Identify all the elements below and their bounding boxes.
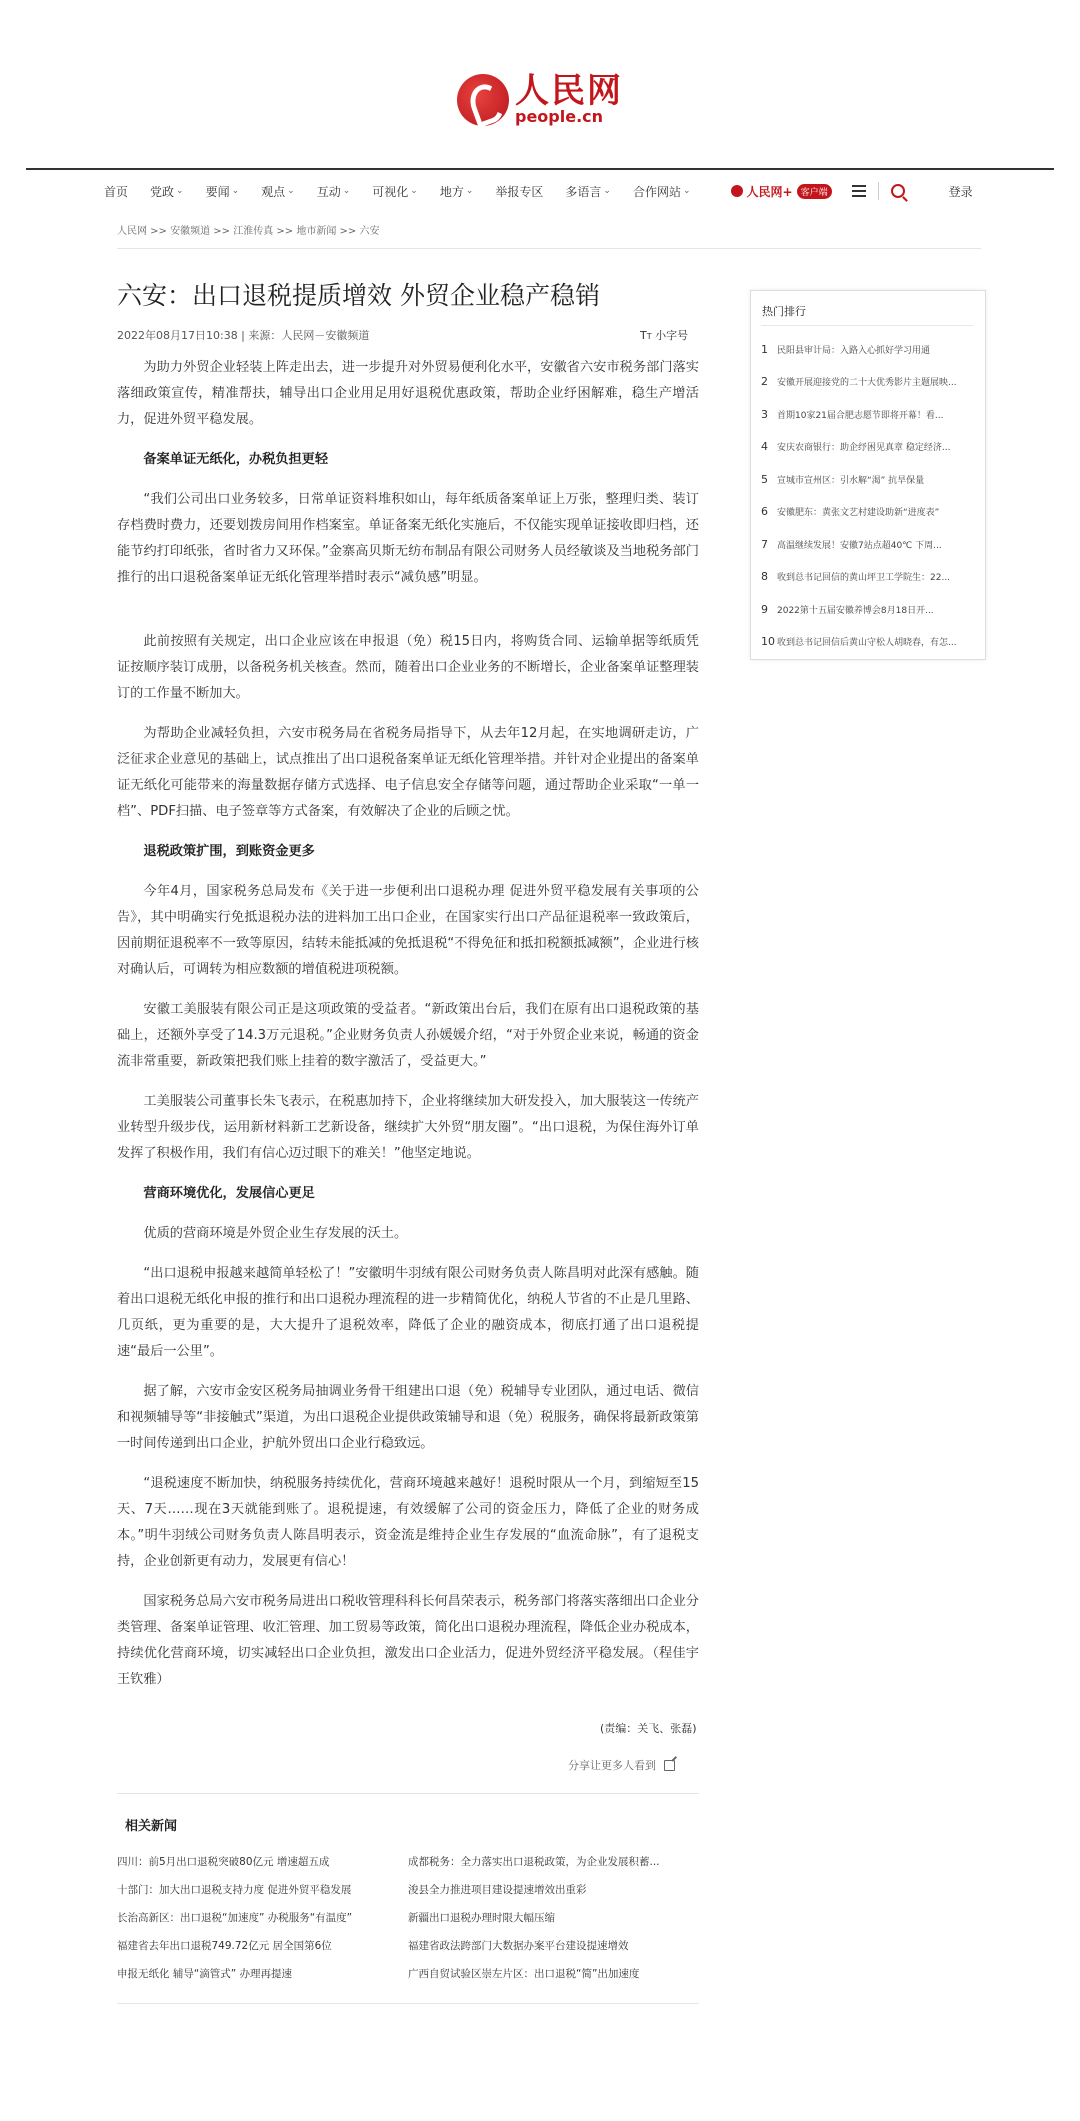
font-size-label: 小字号 (655, 329, 689, 342)
breadcrumb-divider (117, 248, 981, 249)
hot-ranking-link: 高温继续发展！安徽7站点超40℃ 下周... (777, 540, 942, 551)
nav-item-label: 合作网站 (632, 184, 681, 199)
nav-item[interactable] (104, 183, 128, 200)
hot-ranking-list (761, 333, 975, 658)
nav-item[interactable] (372, 183, 418, 200)
hot-ranking-link: 宣城市宣州区：引水解“渴” 抗旱保量 (777, 475, 925, 486)
people-plus-label: 人民网+ (746, 184, 793, 199)
nav-item[interactable] (317, 183, 351, 200)
hot-ranking-item[interactable] (761, 626, 975, 659)
article-paragraph: “我们公司出口业务较多，日常单证资料堆积如山，每年纸质备案单证上万张，整理归类、装订存档费时费力，还要划拨房间用作档案室。单证备案无纸化实施后，不仅能实现单证接收即归档，还能节约打印纸张，省时省力又环保。”金寨高贝斯无纺布制品有限公司财务人员经敏谈及当地税务部门推行的出口退税备案单证无纸化管理举措时表示“减负感”明显。 (117, 492, 699, 585)
hot-ranking-link: 安徽开展迎接党的二十大优秀影片主题展映... (777, 378, 957, 389)
hot-ranking-item[interactable] (761, 593, 975, 626)
nav-item[interactable] (565, 183, 611, 200)
hot-ranking-number: 1 (761, 342, 768, 356)
menu-icon[interactable] (852, 185, 866, 197)
chevron-down-icon: ⌄ (231, 186, 240, 196)
chevron-down-icon: ⌄ (603, 186, 611, 196)
nav-item-label: 多语言 (565, 184, 602, 199)
article-paragraph: “退税速度不断加快，纳税服务持续优化，营商环境越来越好！退税时限从一个月，到缩短至15天、7天……现在3天就能到账了。退税提速，有效缓解了公司的资金压力，降低了企业的财务成本。”明牛羽绒公司财务负责人陈昌明表示，资金流是维持企业生存发展的“血流命脉”，有了退税支持，企业创新更有动力，发展更有信心！ (117, 1476, 699, 1569)
hot-ranking-item[interactable] (761, 528, 975, 561)
related-news-title: 相关新闻 (125, 1819, 178, 1834)
hot-ranking-number: 9 (761, 602, 768, 616)
section-heading: 备案单证无纸化，办税负担更轻 (143, 452, 329, 467)
article-paragraph: 据了解，六安市金安区税务局抽调业务骨干组建出口退（免）税辅导专业团队，通过电话、微信和视频辅导等“非接触式”渠道，为出口退税企业提供政策辅导和退（免）税服务，确保将最新政策第一时间传递到出口企业，护航外贸出口企业行稳致远。 (117, 1384, 699, 1451)
hot-ranking-number: 5 (761, 472, 768, 486)
related-news-link[interactable]: 浚县全力推进项目建设提速增效出重彩 (408, 1883, 587, 1896)
article-paragraph: 为帮助企业减轻负担，六安市税务局在省税务局指导下，从去年12月起，在实地调研走访，广泛征求企业意见的基础上，试点推出了出口退税备案单证无纸化管理举措。并针对企业提出的备案单证无纸化可能带来的海量数据存储方式选择、电子信息安全存储等问题，通过帮助企业采取“一单一档”、PDF扫描、电子签章等方式备案，有效解决了企业的后顾之忧。 (117, 726, 699, 819)
nav-item-label: 首页 (104, 184, 129, 199)
nav-item[interactable] (150, 183, 184, 200)
app-badge: 客户端 (797, 184, 832, 199)
hot-ranking-number: 6 (761, 505, 768, 519)
section-heading: 退税政策扩围，到账资金更多 (143, 844, 315, 859)
hot-ranking-panel (750, 290, 986, 660)
font-size-toggle[interactable]: TT 小字号 (640, 329, 689, 342)
article-paragraph: 国家税务总局六安市税务局进出口税收管理科科长何昌荣表示，税务部门将落实落细出口企业分类管理、备案单证管理、收汇管理、加工贸易等政策，简化出口退税办理流程，降低企业办税成本，持续优化营商环境，切实减轻出口企业负担，激发出口企业活力，促进外贸经济平稳发展。（程佳宇 王钦雅） (117, 1594, 699, 1687)
article-paragraph: 此前按照有关规定，出口企业应该在申报退（免）税15日内，将购货合同、运输单据等纸质凭证按顺序装订成册，以备税务机关核查。然而，随着出口企业业务的不断增长，企业备案单证整理装订的工作量不断加大。 (117, 634, 699, 701)
chevron-down-icon: ⌄ (682, 186, 691, 196)
share-label: 分享让更多人看到 (568, 1759, 656, 1772)
hot-ranking-item[interactable] (761, 431, 975, 464)
related-news-link[interactable]: 福建省政法跨部门大数据办案平台建设提速增效 (408, 1939, 629, 1952)
hot-ranking-number: 4 (761, 440, 768, 454)
logo-en-text: people.cn (515, 107, 604, 126)
nav-item-label: 可视化 (372, 184, 409, 199)
article-paragraph: 安徽工美服装有限公司正是这项政策的受益者。“新政策出台后，我们在原有出口退税政策的基础上，还额外享受了14.3万元退税。”企业财务负责人孙媛媛介绍，“对于外贸企业来说，畅通的资金流非常重要，新政策把我们账上挂着的数字激活了，受益更大。” (117, 1002, 699, 1069)
nav-separator (878, 182, 879, 200)
nav-item-label: 举报专区 (495, 184, 544, 199)
nav-item[interactable] (633, 183, 691, 200)
hot-ranking-item[interactable] (761, 496, 975, 529)
article-paragraph: 为助力外贸企业轻装上阵走出去，进一步提升对外贸易便利化水平，安徽省六安市税务部门落实落细政策宣传，精准帮扶，辅导出口企业用足用好退税优惠政策，帮助企业纾困解难，稳生产增活力，促进外贸平稳发展。 (117, 360, 699, 427)
hot-ranking-item[interactable] (761, 463, 975, 496)
hot-ranking-number: 2 (761, 375, 768, 389)
related-news-list (117, 1847, 699, 1987)
hot-ranking-link: 安庆农商银行：助企纾困见真章 稳定经济... (777, 443, 951, 454)
article-paragraph: 今年4月，国家税务总局发布《关于进一步便利出口退税办理 促进外贸平稳发展有关事项的公告》，其中明确实行免抵退税办法的进料加工出口企业，在国家实行出口产品征退税率一致政策后，因前期征退税率不一致等原因，结转未能抵减的免抵退税“不得免征和抵扣税额抵减额”，企业进行核对确认后，可调转为相应数额的增值税进项税额。 (117, 884, 699, 977)
article-divider (117, 1793, 699, 1794)
nav-item-label: 党政 (150, 184, 175, 199)
hot-ranking-item[interactable] (761, 366, 975, 399)
share-button[interactable] (568, 1757, 675, 1773)
main-nav (104, 178, 984, 204)
related-news-link[interactable]: 长治高新区：出口退税“加速度” 办税服务“有温度” (117, 1911, 353, 1924)
related-news-link[interactable]: 十部门：加大出口退税支持力度 促进外贸平稳发展 (117, 1883, 352, 1896)
article-title: 六安：出口退税提质增效 外贸企业稳产稳销 (117, 281, 600, 310)
hot-ranking-item[interactable] (761, 398, 975, 431)
hot-ranking-number: 8 (761, 570, 768, 584)
article-editor: (责编：关飞、张磊) (600, 1722, 697, 1735)
hot-ranking-title: 热门排行 (762, 305, 806, 318)
chevron-down-icon: ⌄ (465, 186, 474, 196)
article-paragraph: 工美服装公司董事长朱飞表示，在税惠加持下，企业将继续加大研发投入，加大服装这一传统产业转型升级步伐，运用新材料新工艺新设备，继续扩大外贸“朋友圈”。“出口退税，为保住海外订单发挥了积极作用，我们有信心迈过眼下的难关！”他坚定地说。 (117, 1094, 699, 1161)
related-news-link[interactable]: 四川：前5月出口退税突破80亿元 增速超五成 (117, 1855, 330, 1868)
article-paragraph: “出口退税申报越来越简单轻松了！”安徽明牛羽绒有限公司财务负责人陈昌明对此深有感触。随着出口退税无纸化申报的推行和出口退税办理流程的进一步精简优化，纳税人节省的不止是几里路、几页纸，更为重要的是，大大提升了退税效率，降低了企业的融资成本，彻底打通了出口退税提速“最后一公里”。 (117, 1266, 699, 1359)
section-heading: 营商环境优化，发展信心更足 (143, 1186, 315, 1201)
hot-ranking-number: 3 (761, 407, 768, 421)
nav-item-label: 互动 (316, 184, 341, 199)
chevron-down-icon: ⌄ (342, 186, 351, 196)
font-size-icon: T (640, 329, 647, 342)
related-news-link[interactable]: 新疆出口退税办理时限大幅压缩 (408, 1911, 555, 1924)
related-news-link[interactable]: 福建省去年出口退税749.72亿元 居全国第6位 (117, 1939, 332, 1952)
search-icon[interactable] (891, 184, 905, 198)
nav-item-label: 观点 (261, 184, 286, 199)
nav-item-label: 要闻 (205, 184, 230, 199)
hot-ranking-link: 收到总书记回信后黄山守松人胡晓春，有怎... (777, 638, 957, 649)
hot-ranking-link: 首期10家21届合肥志愿节即将开幕！看... (777, 410, 944, 421)
article-meta: 2022年08月17日10:38 | 来源：人民网－安徽频道 (117, 329, 370, 342)
nav-item[interactable] (495, 183, 543, 200)
hot-ranking-link: 2022第十五届安徽养博会8月18日开... (777, 605, 934, 616)
site-logo[interactable] (457, 71, 623, 126)
hot-ranking-item[interactable] (761, 333, 975, 366)
related-news-link[interactable]: 申报无纸化 辅导“滴管式” 办理再提速 (117, 1967, 293, 1980)
chevron-down-icon: ⌄ (176, 186, 184, 196)
people-plus-app-link[interactable] (731, 183, 832, 200)
related-news-link[interactable]: 成都税务：全力落实出口退税政策，为企业发展积蓄... (408, 1855, 660, 1868)
nav-item[interactable] (440, 183, 474, 200)
header-logo-area (0, 60, 1080, 140)
chevron-down-icon: ⌄ (287, 186, 295, 196)
related-news-row (117, 1875, 699, 1903)
nav-item[interactable] (206, 183, 240, 200)
hot-ranking-divider (761, 325, 973, 326)
hot-ranking-item[interactable] (761, 561, 975, 594)
logo-cn-text: 人民网 (515, 71, 623, 111)
related-divider (117, 2003, 699, 2004)
article-paragraph: 优质的营商环境是外贸企业生存发展的沃土。 (143, 1226, 408, 1241)
hot-ranking-link: 收到总书记回信的黄山坪卫工学院生：22... (777, 573, 951, 584)
people-logo-icon (457, 74, 509, 126)
hot-ranking-link: 民阳县审计局：入路入心抓好学习用通 (777, 345, 931, 356)
nav-item[interactable] (261, 183, 295, 200)
share-icon (664, 1760, 675, 1771)
related-news-link[interactable]: 广西自贸试验区崇左片区：出口退税“简”出加速度 (408, 1967, 640, 1980)
hot-ranking-link: 安徽肥东：黄张文艺村建设助新“进度表” (777, 508, 940, 519)
article-body (117, 355, 699, 1707)
chevron-down-icon: ⌄ (410, 186, 418, 196)
related-news-row (117, 1959, 699, 1987)
header-divider (26, 168, 1054, 170)
breadcrumb[interactable]: 人民网 >> 安徽频道 >> 江淮传真 >> 地市新闻 >> 六安 (117, 226, 380, 237)
hot-ranking-number: 10 (761, 635, 775, 649)
related-news-row (117, 1931, 699, 1959)
login-link[interactable]: 登录 (948, 184, 973, 199)
hot-ranking-number: 7 (761, 537, 768, 551)
people-plus-icon (731, 185, 743, 197)
related-news-row (117, 1847, 699, 1875)
nav-item-label: 地方 (439, 184, 464, 199)
related-news-row (117, 1903, 699, 1931)
